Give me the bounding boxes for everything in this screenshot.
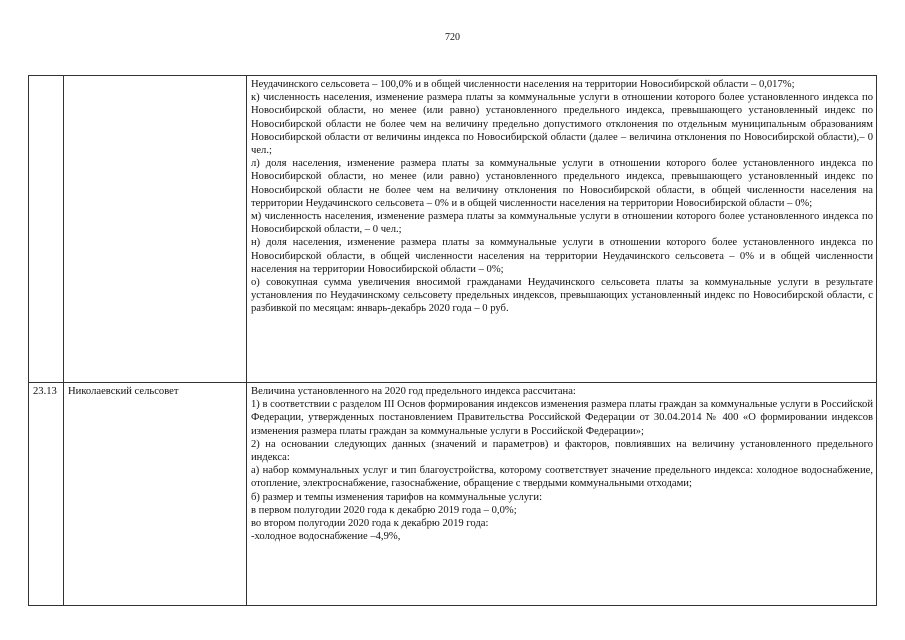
paragraph: Величина установленного на 2020 год предельного индекса рассчитана: — [251, 386, 576, 397]
page-number: 720 — [445, 32, 460, 43]
row-number-cell — [29, 76, 64, 383]
table-row — [29, 383, 877, 606]
description-cell — [247, 76, 877, 383]
document-table — [28, 75, 877, 606]
row-number-cell: 23.13 — [29, 383, 64, 606]
paragraph: в первом полугодии 2020 года к декабрю 2019 года – 0,0%; — [251, 504, 517, 516]
paragraph: Неудачинского сельсовета – 100,0% и в общей численности населения на территории Новосибирской области – 0,017%; — [251, 79, 795, 90]
paragraph: к) численность населения, изменение размера платы за коммунальные услуги в отношении которого более установленного индекса по Новосибирской области, но менее (или равно) установленного предельного индекса, превышающего установленный индекс по Новосибирской области не более чем на величину предельно допустимого отклонения по отдельным муниципальным образованиям Новосибирской области от величины индекса по Новосибирской области (далее – величина отклонения по Новосибирской области),– 0 чел.; — [251, 92, 873, 157]
description-cell — [247, 383, 877, 606]
paragraph: о) совокупная сумма увеличения вносимой гражданами Неудачинского сельсовета платы за коммунальные услуги в результате установления по Неудачинскому сельсовету предельных индексов, превышающих установленный индекс по Новосибирской области, с разбивкой по месяцам: январь-декабрь 2020 года – 0 руб. — [251, 277, 873, 315]
table-row — [29, 76, 877, 383]
paragraph: л) доля населения, изменение размера платы за коммунальные услуги в отношении которого более установленного индекса по Новосибирской области, но менее (или равно) установленного предельного индекса, превышающего установленный индекс по Новосибирской области не более чем на величину отклонения по Новосибирской области, в общей численности населения на территории Неудачинского сельсовета – 0% и в общей численности населения на территории Новосибирской области – 0%; — [251, 158, 873, 209]
municipality-name-cell: Николаевский сельсовет — [64, 383, 247, 606]
paragraph: м) численность населения, изменение размера платы за коммунальные услуги в отношении которого более установленного индекса по Новосибирской области, – 0 чел.; — [251, 211, 873, 236]
paragraph: 2) на основании следующих данных (значений и параметров) и факторов, повлиявших на величину установленного предельного индекса: — [251, 438, 873, 464]
municipality-name-cell — [64, 76, 247, 383]
paragraph: во втором полугодии 2020 года к декабрю 2019 года: — [251, 518, 489, 530]
paragraph: 1) в соответствии с разделом III Основ формирования индексов изменения размера платы граждан за коммунальные услуги в Российской Федерации, утвержденных постановлением Правительства Российской Федерации от 30.04.2014 № 400 «О формировании индексов изменения размера платы граждан за коммунальные услуги в Российской Федерации»; — [251, 399, 873, 437]
paragraph: -холодное водоснабжение –4,9%, — [251, 531, 401, 543]
paragraph: а) набор коммунальных услуг и тип благоустройства, которому соответствует значение предельного индекса: холодное водоснабжение, отопление, электроснабжение, газоснабжение, обращение с твердыми коммунальными отходами; — [251, 465, 873, 490]
paragraph: б) размер и темпы изменения тарифов на коммунальные услуги: — [251, 491, 543, 503]
paragraph: н) доля населения, изменение размера платы за коммунальные услуги в отношении которого более установленного индекса по Новосибирской области, в общей численности населения на территории Неудачинского сельсовета – 0% и в общей численности населения на территории Новосибирской области – 0%; — [251, 237, 873, 275]
